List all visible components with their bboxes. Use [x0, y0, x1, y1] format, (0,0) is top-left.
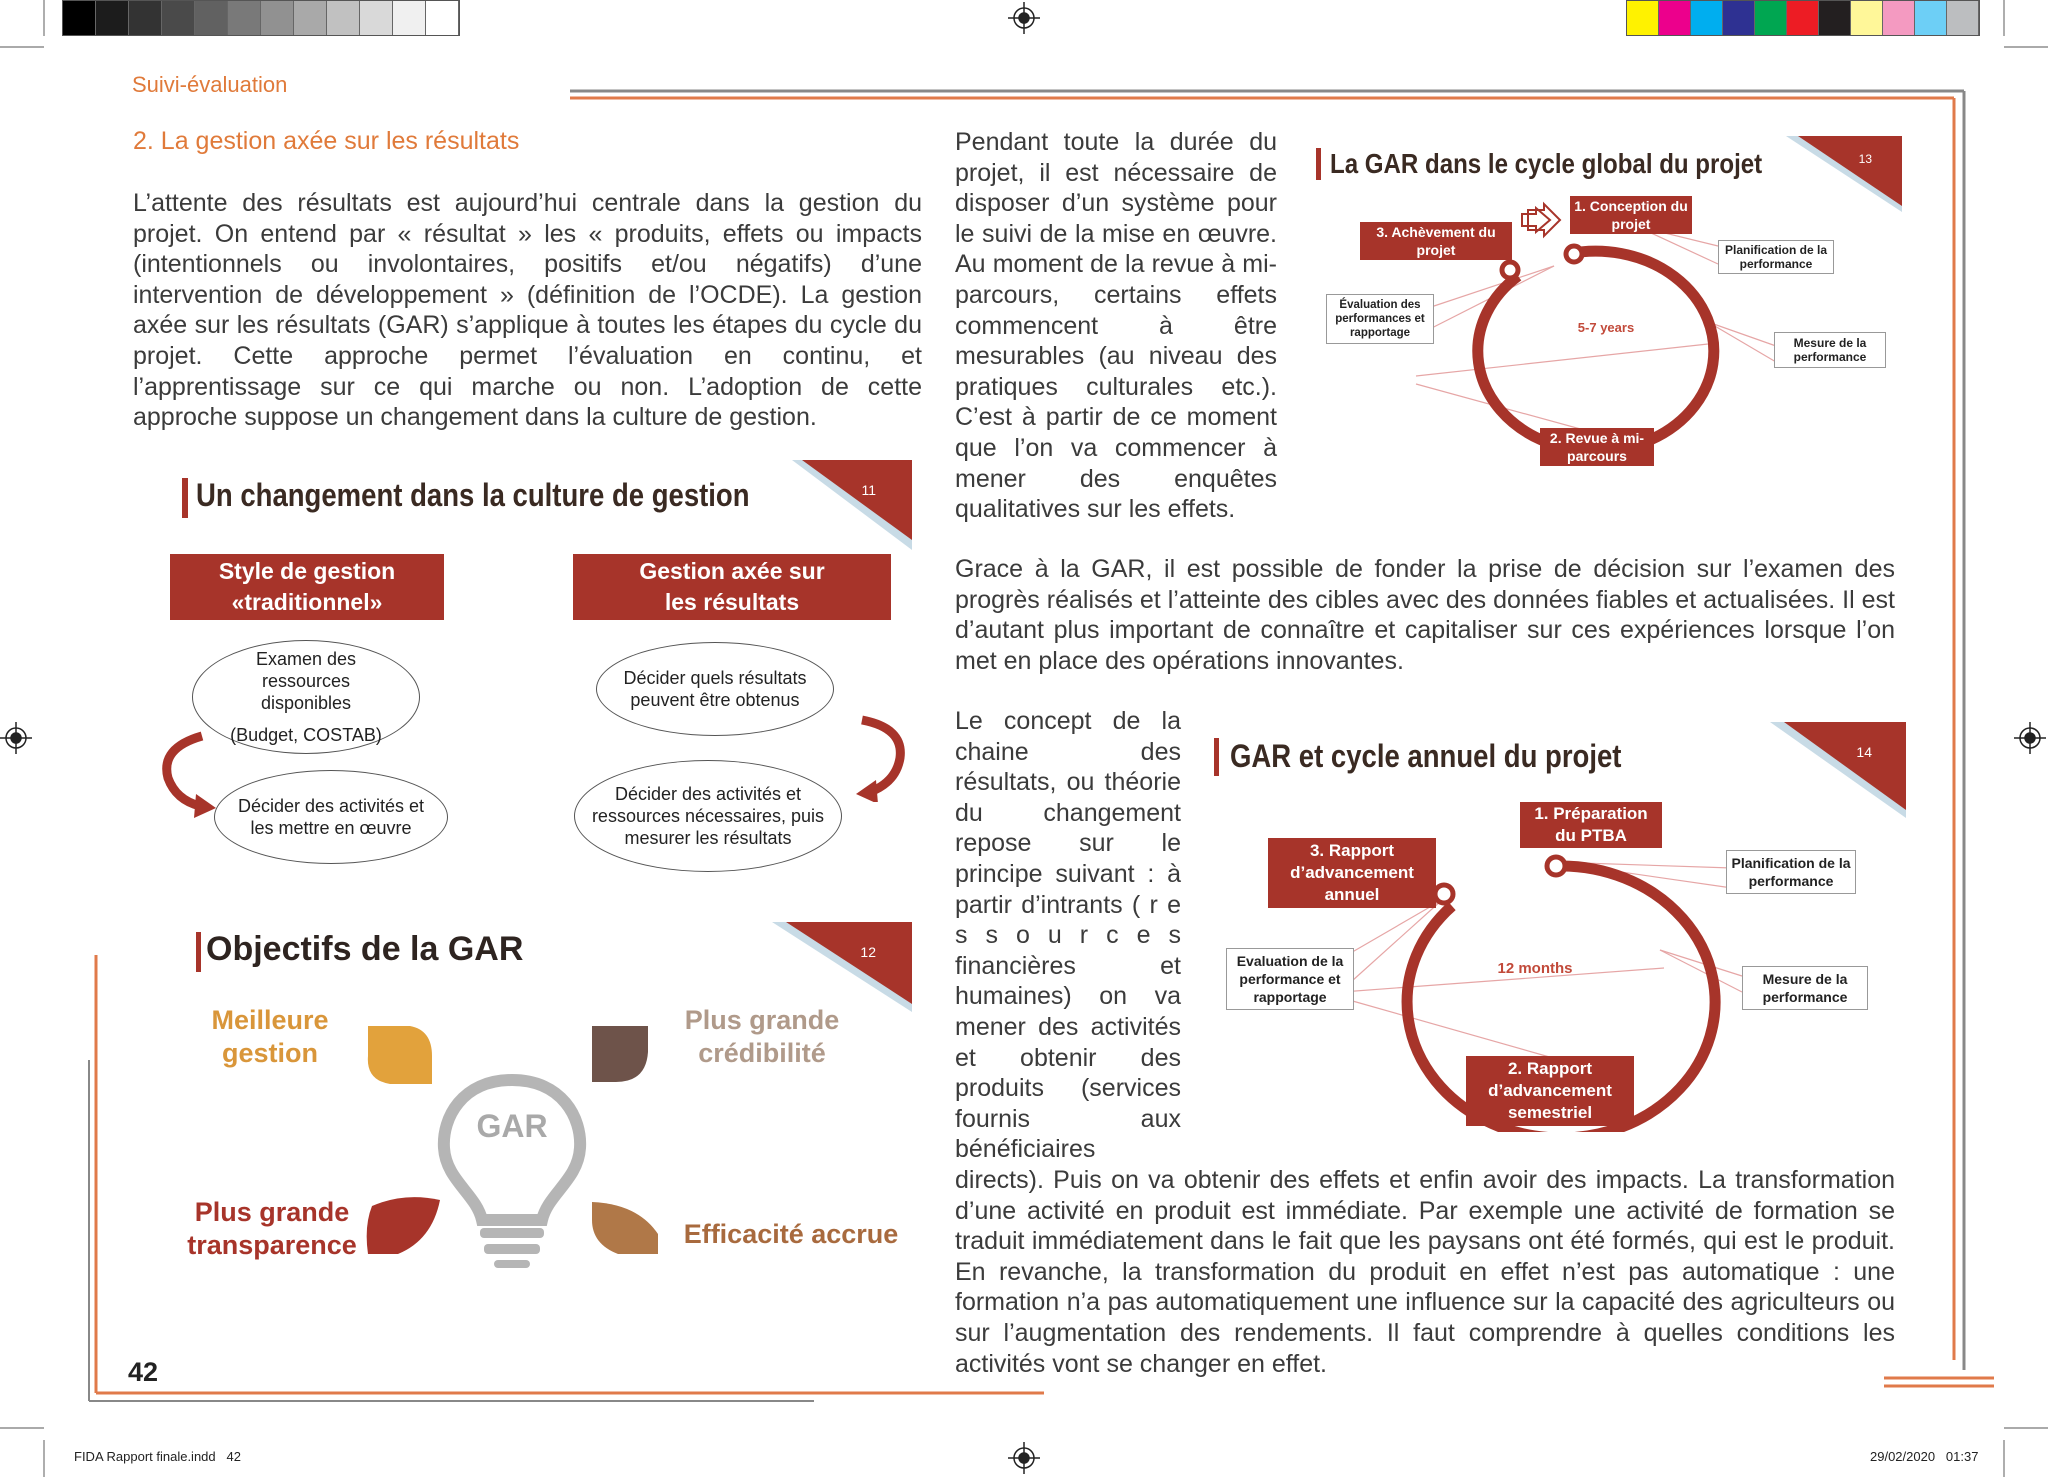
objective-credibility: Plus grande crédibilité: [684, 1005, 840, 1068]
ellipse-text: Décider quels résultats peuvent être obtenus: [623, 668, 807, 710]
cycle-arc: [1478, 251, 1714, 451]
cycle-node: [1435, 885, 1453, 903]
bottom-paragraph: directs). Puis on va obtenir des effets et enfin avoir des impacts. La transformation d’une activité en produit est immédiate. Par exemple une activité de formation se traduit immédiatement dans le fait que les paysans ont été formés, qui est le produit. En revanche, la transformation du produit en effet n’est pas automatique : une formation n’a pas automatiquement une influence sur la capacité des agriculteurs ou sur l’augmentation des rendements. Il faut comprendre à quelles conditions les activités vont se changer en effet.: [955, 1166, 1895, 1378]
slide-11: [160, 460, 912, 875]
leaf-icon: [592, 1026, 648, 1082]
cycle-duration: 5-7 years: [1577, 320, 1635, 335]
registration-mark-bottom: [1008, 1442, 1040, 1474]
double-arrow-icon: [1522, 204, 1560, 236]
cycle-node: [1566, 246, 1582, 262]
slide-12: [160, 922, 912, 1282]
callout-planning: Planification de la performance: [1718, 240, 1834, 274]
slide-title: Un changement dans la culture de gestion: [196, 477, 750, 513]
slide-title: La GAR dans le cycle global du projet: [1330, 148, 1763, 179]
slide-number: 14: [1856, 744, 1872, 760]
leaf-icon: [368, 1026, 432, 1084]
callout-evaluation: Evaluation de la performance et rapportage: [1226, 948, 1354, 1010]
leaf-icon: [367, 1197, 440, 1254]
section-heading: 2. La gestion axée sur les résultats: [133, 127, 520, 155]
slide-number: 12: [860, 944, 876, 960]
callout-measure: Mesure de la performance: [1774, 332, 1886, 368]
narrow-paragraph: Le concept de la chaine des résultats, ou théorie du changement repose sur le principe suivant : à partir d’intrants ( r e s s o u r c e s financières et humaines) on va mener des activités et obtenir des produits (services fournis aux bénéficiaires: [955, 707, 1181, 1164]
callout-evaluation: Évaluation des performances et rapportage: [1326, 294, 1434, 344]
section-header: Suivi-évaluation: [132, 72, 288, 97]
leaf-icon: [592, 1202, 658, 1254]
curved-arrow-left: [160, 728, 220, 818]
slide-14: [1212, 722, 1906, 1132]
ellipse-text: Examen des ressources disponibles: [255, 649, 357, 713]
lightbulb-icon: [432, 1070, 592, 1270]
slide-13: [1306, 136, 1902, 476]
cycle-node: [1547, 857, 1565, 875]
callout-measure: Mesure de la performance: [1742, 966, 1868, 1010]
objective-better-management: Meilleure gestion: [211, 1005, 329, 1068]
col2-ellipse-results: [596, 642, 834, 736]
ellipse-text: Décider des activités et les mettre en œuvre: [237, 796, 425, 838]
slide-number: 11: [861, 482, 876, 498]
stage-midterm: 2. Revue à mi-parcours: [1540, 428, 1654, 466]
curved-arrow-right: [852, 712, 912, 802]
col2-ellipse-activities: [574, 760, 842, 872]
footer-filename: FIDA Rapport finale.indd 42: [74, 1449, 241, 1464]
registration-mark-left: [0, 722, 32, 754]
slide-number: 13: [1858, 152, 1872, 166]
middle-paragraph: Pendant toute la durée du projet, il est nécessaire de disposer d’un système pour le suivi de la mise en œuvre. Au moment de la revue à mi-parcours, certains effets commencent à être mesurables (au niveau des pratiques culturales etc.). C’est à partir de ce moment que l’on va commencer à mener des enquêtes qualitatives sur les effets.: [955, 128, 1277, 524]
col1-ellipse-resources: [192, 640, 420, 754]
slide-corner-decoration: [792, 460, 912, 550]
cycle-duration: 12 months: [1497, 960, 1573, 977]
objective-transparency: Plus grande transparence: [187, 1197, 357, 1260]
cycle-node: [1502, 262, 1518, 278]
slide-title: Objectifs de la GAR: [206, 930, 524, 968]
col1-ellipse-activities: [214, 770, 448, 864]
footer-timestamp: 29/02/2020 01:37: [1870, 1449, 1979, 1464]
bulb-label: GAR: [476, 1108, 548, 1144]
left-paragraph: L’attente des résultats est aujourd’hui centrale dans la gestion du projet. On entend par « résultat » les « produits, effets ou impacts (intentionnels ou involontaires, positifs et/ou négatifs) d’une intervention de développement » (définition de l’OCDE). La gestion axée sur les résultats (GAR) s’applique à toutes les étapes du cycle du projet. Cette approche permet l’évaluation en continu, et l’apprentissage sur ce qui marche ou non. L’adoption de cette approche suppose un changement dans la culture de gestion.: [133, 189, 922, 432]
stage-preparation: 1. Préparation du PTBA: [1520, 802, 1662, 848]
ellipse-text: Décider des activités et ressources nécessaires, puis mesurer les résultats: [591, 784, 825, 848]
registration-mark-right: [2014, 722, 2046, 754]
objective-efficiency: Efficacité accrue: [683, 1219, 899, 1249]
ellipse-subtext: (Budget, COSTAB): [230, 725, 382, 745]
right-paragraph: Grace à la GAR, il est possible de fonder la prise de décision sur l’examen des progrès réalisés et l’atteinte des cibles avec des données fiables et actualisées. Il est d’autant plus important de connaître et capitaliser sur ces expériences lorsque l’on met en place des opérations innovantes.: [955, 555, 1895, 675]
stage-achievement: 3. Achèvement du projet: [1360, 222, 1512, 260]
stage-conception: 1. Conception du projet: [1570, 196, 1692, 234]
col1-header: Style de gestion «traditionnel»: [170, 554, 444, 620]
col2-header: Gestion axée sur les résultats: [573, 554, 891, 620]
stage-semester-report: 2. Rapport d’advancement semestriel: [1466, 1056, 1634, 1126]
registration-mark-top: [1008, 2, 1040, 34]
page-number: 42: [128, 1357, 159, 1387]
slide-title: GAR et cycle annuel du projet: [1230, 738, 1622, 774]
stage-annual-report: 3. Rapport d’advancement annuel: [1268, 838, 1436, 908]
callout-planning: Planification de la performance: [1726, 850, 1856, 894]
slide-title-bar: [182, 478, 188, 518]
